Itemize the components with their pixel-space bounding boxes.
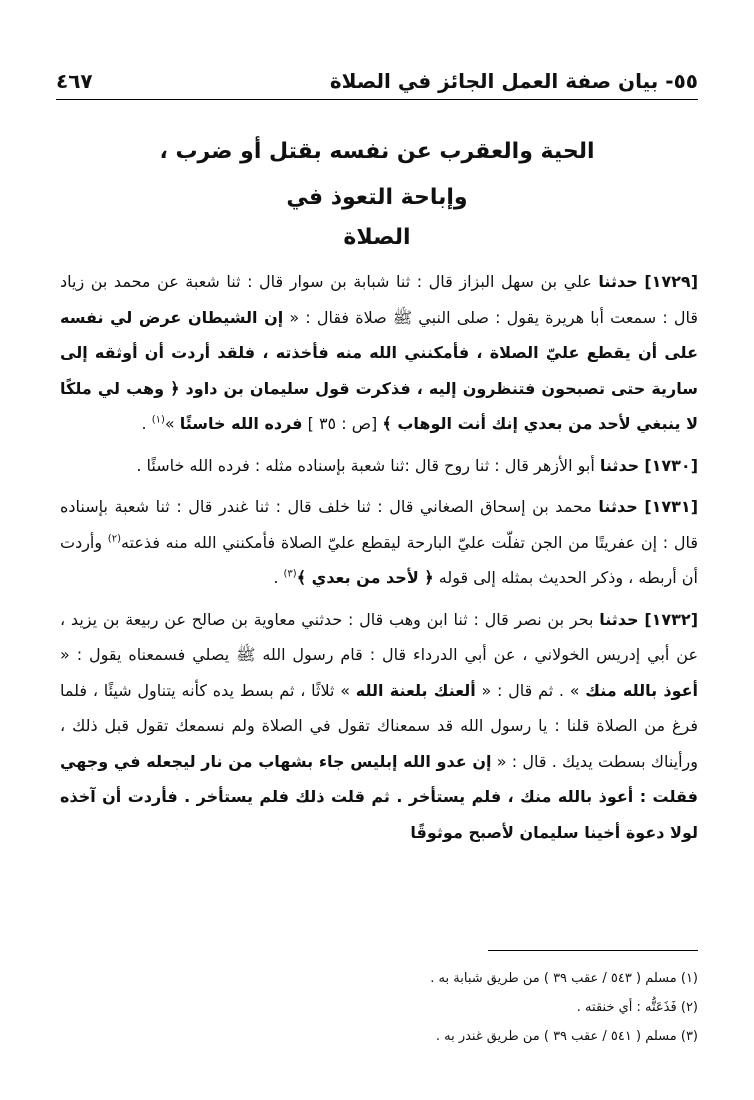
header-divider [56, 99, 698, 100]
narration-lead: حدثنا [599, 455, 640, 475]
period: . [273, 568, 284, 587]
hadith-text-2: » . ثم قال : « [481, 680, 580, 700]
period: . [141, 414, 152, 433]
hadith-text: محمد بن إسحاق الصغاني قال : ثنا خلف قال : ثنا غندر قال : ثنا شعبة بإسناده قال : إن عفريتًا من الجن تفلّت عليّ البارحة ليقطع عليّ الصلاة فأمكنني الله منه فذعته [60, 497, 699, 552]
verse-quote: ﴿ لأحد من بعدي ﴾ [296, 568, 434, 587]
hadith-number: [١٧٢٩] [644, 272, 698, 291]
hadith-1731 [60, 489, 698, 596]
hadith-text: أبو الأزهر قال : ثنا روح قال :ثنا شعبة بإسناده مثله : فرده الله خاسئًا . [136, 455, 595, 475]
hadith-quote: إن الشيطان عرض لي نفسه على أن يقطع عليّ الصلاة ، فأمكنني الله منه فأخذته ، فلقد أردت أن أوثقه إلى سارية حتى تصبحون فتنظرون إليه ، فذكرت قول سليمان بن داود ﴿ وهب لي ملكًا لا ينبغي لأحد من بعدي إنك أنت الوهاب ﴾ [60, 307, 698, 433]
footnote-1: (١) مسلم ( ٥٤٣ / عقب ٣٩ ) من طريق شبابة به . [430, 971, 698, 986]
hadith-1729 [60, 264, 698, 442]
section-title-line-2: وإباحة التعوذ في [286, 185, 468, 210]
narration-lead: حدثنا [599, 609, 639, 629]
quote-close: » [164, 414, 175, 433]
footnote-3: (٣) مسلم ( ٥٤١ / عقب ٣٩ ) من طريق غندر به . [435, 1029, 698, 1044]
footnote-ref-3: (٣) [283, 568, 297, 580]
section-title-line-1: الحية والعقرب عن نفسه بقتل أو ضرب ، [159, 139, 595, 164]
hadith-quote-end: فرده الله خاسئًا [179, 414, 303, 433]
hadith-number: [١٧٣٠] [644, 455, 698, 475]
footnote-ref-1: (١) [151, 414, 165, 426]
hadith-text: علي بن سهل البزاز قال : ثنا شبابة بن سوار قال : ثنا شعبة عن محمد بن زياد قال : سمعت أبا هريرة يقول : صلى النبي ﷺ صلاة فقال : « [60, 272, 698, 327]
hadith-text-3: » ثلاثًا ، ثم بسط يده كأنه يتناول شيئًا ، فلما فرغ من الصلاة قلنا : يا رسول الله قد سمعناك تقول في الصلاة ولم نسمعك تقول قبل ذلك ، ورأيناك بسطت يديك . قال : « [60, 680, 698, 771]
footnote-ref-2: (٢) [107, 533, 121, 545]
chapter-title: ٥٥- بيان صفة العمل الجائز في الصلاة [329, 69, 698, 93]
narration-lead: حدثنا [598, 272, 638, 291]
hadith-number: [١٧٣١] [644, 497, 698, 516]
hadith-quote-2: ألعنك بلعنة الله [355, 680, 476, 700]
page-header [56, 66, 698, 96]
hadith-1730 [60, 448, 698, 484]
hadith-quote-1: أعوذ بالله منك [585, 680, 699, 700]
hadith-quote-3: إن عدو الله إبليس جاء بشهاب من نار ليجعله في وجهي فقلت : أعوذ بالله منك ، فلم يستأخر . ثم قلت ذلك فلم يستأخر . فأردت أن آخذه لولا دعوة أخينا سليمان لأصبح موثوقًا [60, 751, 698, 842]
verse-reference: [ص : ٣٥ ] [307, 414, 378, 433]
hadith-text-2: وأردت أن أربطه ، وذكر الحديث بمثله إلى قوله [60, 532, 698, 587]
page-number: ٤٦٧ [56, 69, 93, 93]
footnote-divider [488, 950, 698, 951]
narration-lead: حدثنا [598, 497, 638, 516]
footnotes [56, 964, 698, 1051]
main-text [60, 264, 698, 850]
section-title-line-3: الصلاة [343, 225, 411, 250]
hadith-1732 [60, 602, 698, 851]
footnote-2: (٢) فَذَعَتُّه : أي خنقته . [576, 1000, 698, 1015]
hadith-text: بحر بن نصر قال : ثنا ابن وهب قال : حدثني معاوية بن صالح عن ربيعة بن يزيد ، عن أبي إدريس الخولاني ، عن أبي الدرداء قال : قام رسول الله ﷺ يصلي فسمعناه يقول : « [60, 609, 698, 664]
hadith-number: [١٧٣٢] [644, 609, 698, 629]
